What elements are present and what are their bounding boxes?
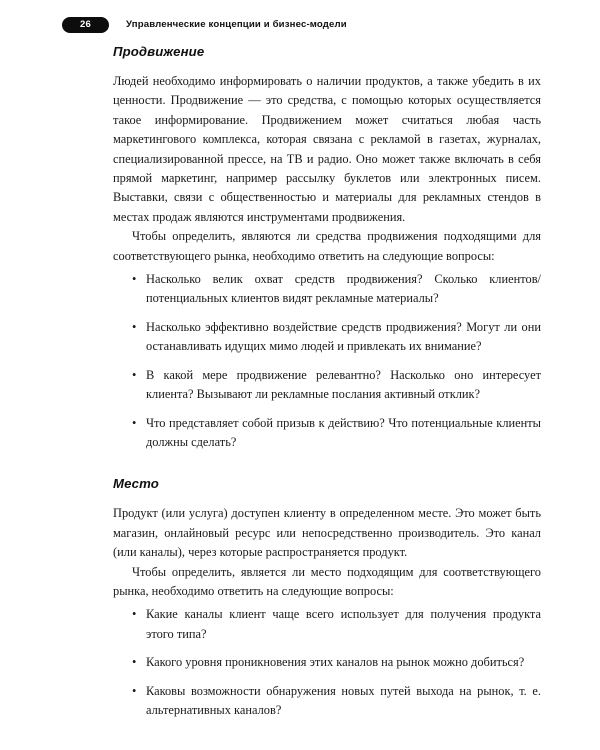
question-list-place [113, 605, 541, 720]
list-item-text: Какие каналы клиент чаще всего использует для получения продукта этого типа? [146, 607, 541, 641]
list-item [113, 366, 541, 405]
section-place [113, 476, 541, 720]
bullet-icon: • [132, 415, 137, 430]
section-heading-place: Место [113, 476, 159, 492]
paragraph-promotion-questions-lead: Чтобы определить, являются ли средства продвижения подходящими для соответствующего рынка, необходимо ответить на следующие вопросы: [113, 229, 541, 263]
page-number-badge: 26 [62, 17, 109, 33]
running-header [62, 16, 347, 33]
list-item-text: Насколько эффективно воздействие средств продвижения? Могут ли они останавливать идущих мимо людей и привлекать их внимание? [146, 319, 541, 354]
bullet-icon: • [132, 367, 137, 382]
bullet-icon: • [132, 319, 137, 334]
list-item [113, 414, 541, 453]
running-header-title: Управленческие концепции и бизнес-модели [126, 19, 347, 30]
list-item-text: Насколько велик охват средств продвижения? Сколько клиентов/потенциальных клиентов видят рекламные материалы? [146, 272, 541, 306]
list-item-text: В какой мере продвижение релевантно? Насколько оно интересует клиента? Вызывают ли рекламные послания активный отклик? [146, 367, 541, 402]
paragraph-place-intro: Продукт (или услуга) доступен клиенту в определенном месте. Это может быть магазин, онлайновый ресурс или непосредственно производитель. Это канал (или каналы), через которые распространяется продукт. [113, 506, 541, 560]
list-item [113, 682, 541, 721]
list-item-text: Что представляет собой призыв к действию? Что потенциальные клиенты должны сделать? [146, 415, 541, 449]
paragraph-promotion-intro: Людей необходимо информировать о наличии продуктов, а также убедить в их ценности. Продвижение — это средства, с помощью которых осуществляется такое информирование. Продвижением может считаться любая часть маркетингового комплекса, которая связана с рекламой в газетах, журналах, специализированной прессе, на ТВ и радио. Оно может также включать в себя прямой маркетинг, например рассылку буклетов или электронных писем. Выставки, связи с общественностью и материалы для рекламных стендов в местах продаж являются инструментами продвижения. [113, 74, 541, 224]
list-item [113, 605, 541, 644]
list-item [113, 318, 541, 357]
bullet-icon: • [132, 655, 137, 670]
question-list-promotion [113, 270, 541, 452]
section-heading-promotion: Продвижение [113, 44, 205, 59]
paragraph-place-questions-lead: Чтобы определить, является ли место подходящим для соответствующего рынка, необходимо ответить на следующие вопросы: [113, 564, 541, 598]
list-item-text: Каковы возможности обнаружения новых путей выхода на рынок, т. е. альтернативных каналов? [146, 683, 541, 717]
text-column [113, 44, 541, 720]
list-item [113, 653, 541, 672]
bullet-icon: • [132, 607, 137, 622]
list-item-text: Какого уровня проникновения этих каналов на рынок можно добиться? [146, 655, 525, 670]
list-item [113, 270, 541, 309]
bullet-icon: • [132, 683, 137, 698]
bullet-icon: • [132, 272, 137, 287]
section-promotion [113, 44, 541, 452]
